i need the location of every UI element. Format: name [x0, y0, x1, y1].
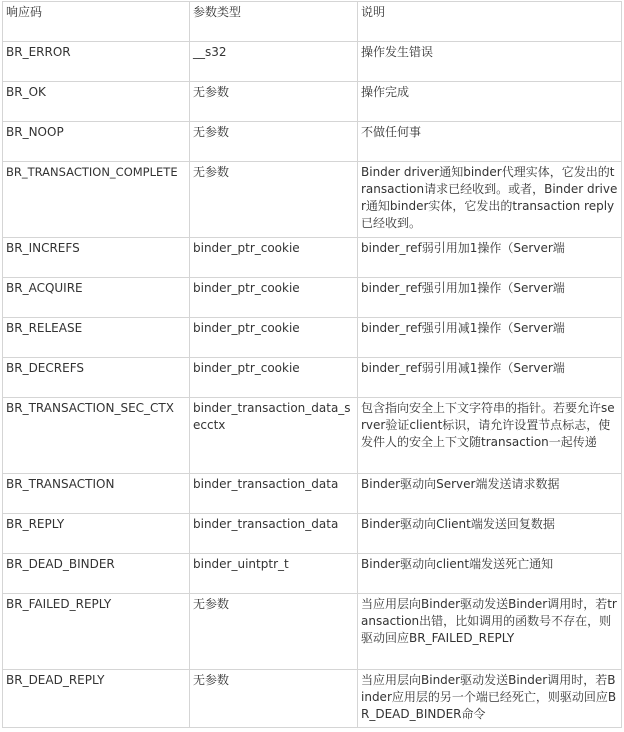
desc-cell: binder_ref弱引用减1操作（Server端 [358, 358, 622, 398]
code-cell: BR_TRANSACTION [3, 474, 190, 514]
table-row [3, 238, 622, 278]
binder-return-code-table [2, 1, 622, 728]
desc-cell: Binder驱动向Client端发送回复数据 [358, 514, 622, 554]
param-cell: __s32 [190, 42, 358, 82]
param-cell: binder_uintptr_t [190, 554, 358, 594]
param-cell: 无参数 [190, 594, 358, 670]
code-cell: BR_DECREFS [3, 358, 190, 398]
table-row [3, 670, 622, 728]
param-cell: binder_ptr_cookie [190, 358, 358, 398]
table-row [3, 42, 622, 82]
header-cell-code: 响应码 [3, 2, 190, 42]
code-cell: BR_ERROR [3, 42, 190, 82]
param-cell: 无参数 [190, 122, 358, 162]
desc-cell: 操作完成 [358, 82, 622, 122]
table-row [3, 554, 622, 594]
desc-cell: 当应用层向Binder驱动发送Binder调用时，若transaction出错，比如调用的函数号不存在，则驱动回应BR_FAILED_REPLY [358, 594, 622, 670]
table-row [3, 162, 622, 238]
header-row [3, 2, 622, 42]
desc-cell: binder_ref弱引用加1操作（Server端 [358, 238, 622, 278]
desc-cell: 包含指向安全上下文字符串的指针。若要允许server验证client标识，请允许设置节点标志，使发件人的安全上下文随transaction一起传递 [358, 398, 622, 474]
code-cell: BR_OK [3, 82, 190, 122]
code-cell: BR_RELEASE [3, 318, 190, 358]
table-row [3, 398, 622, 474]
table-row [3, 358, 622, 398]
desc-cell: binder_ref强引用减1操作（Server端 [358, 318, 622, 358]
desc-cell: 当应用层向Binder驱动发送Binder调用时，若Binder应用层的另一个端已经死亡，则驱动回应BR_DEAD_BINDER命令 [358, 670, 622, 728]
desc-cell: Binder驱动向client端发送死亡通知 [358, 554, 622, 594]
code-cell: BR_TRANSACTION_COMPLETE [3, 162, 190, 238]
param-cell: 无参数 [190, 162, 358, 238]
table-row [3, 474, 622, 514]
code-cell: BR_DEAD_REPLY [3, 670, 190, 728]
desc-cell: binder_ref强引用加1操作（Server端 [358, 278, 622, 318]
code-cell: BR_REPLY [3, 514, 190, 554]
table-row [3, 594, 622, 670]
param-cell: binder_ptr_cookie [190, 278, 358, 318]
param-cell: 无参数 [190, 670, 358, 728]
code-cell: BR_INCREFS [3, 238, 190, 278]
table-row [3, 318, 622, 358]
desc-cell: 操作发生错误 [358, 42, 622, 82]
table-row [3, 514, 622, 554]
code-cell: BR_TRANSACTION_SEC_CTX [3, 398, 190, 474]
param-cell: binder_ptr_cookie [190, 238, 358, 278]
param-cell: binder_transaction_data [190, 474, 358, 514]
param-cell: binder_transaction_data [190, 514, 358, 554]
param-cell: binder_ptr_cookie [190, 318, 358, 358]
code-cell: BR_FAILED_REPLY [3, 594, 190, 670]
code-cell: BR_ACQUIRE [3, 278, 190, 318]
header-cell-param-type: 参数类型 [190, 2, 358, 42]
table-row [3, 82, 622, 122]
desc-cell: Binder驱动向Server端发送请求数据 [358, 474, 622, 514]
desc-cell: Binder driver通知binder代理实体，它发出的transaction请求已经收到。或者，Binder driver通知binder实体，它发出的transaction reply已经收到。 [358, 162, 622, 238]
header-cell-description: 说明 [358, 2, 622, 42]
code-cell: BR_DEAD_BINDER [3, 554, 190, 594]
param-cell: binder_transaction_data_secctx [190, 398, 358, 474]
table-row [3, 122, 622, 162]
table-row [3, 278, 622, 318]
param-cell: 无参数 [190, 82, 358, 122]
code-cell: BR_NOOP [3, 122, 190, 162]
desc-cell: 不做任何事 [358, 122, 622, 162]
